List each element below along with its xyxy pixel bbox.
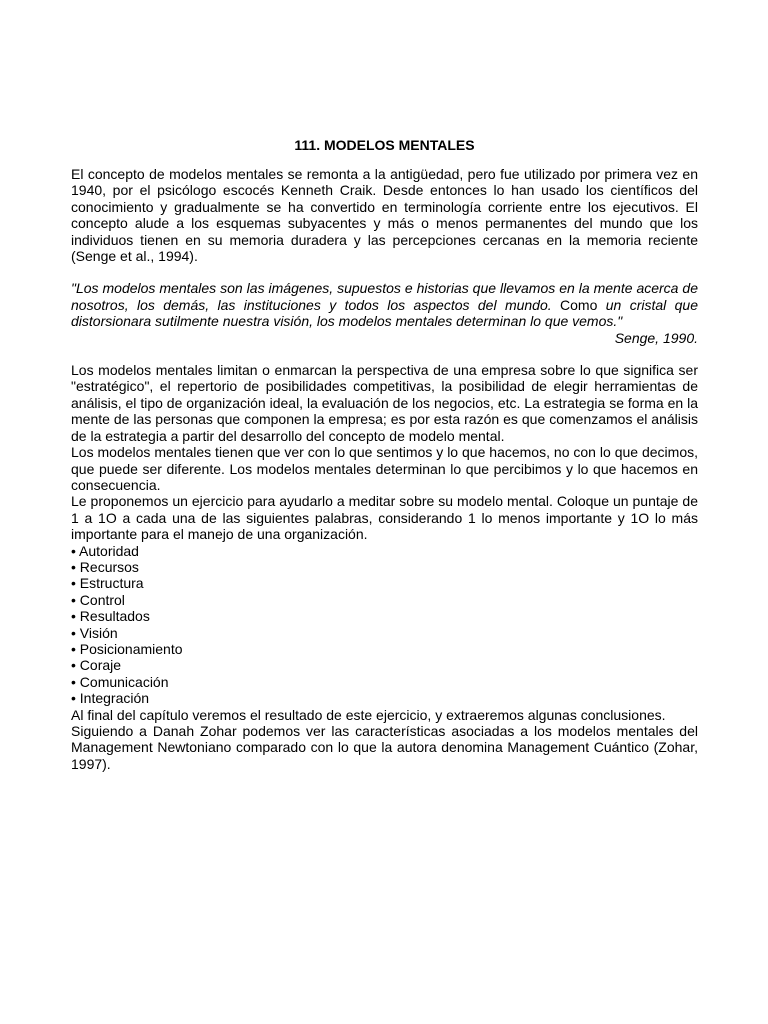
quote-text-part1: "Los modelos mentales son las imágenes, supuestos e historias que llevamos en la mente acerca de nosotros, los demás, las instituciones y todos los aspectos del mundo. [71,280,698,313]
list-item: • Recursos [71,558,139,575]
bullet-list [71,543,698,707]
spacer [71,264,698,280]
list-item: • Coraje [71,657,122,674]
quote-text-part3: un cristal que distorsionara sutilmente nuestra visión, los modelos mentales determinan lo que vemos." [71,296,698,330]
list-item: • Visión [71,624,118,641]
page-title: 111. MODELOS MENTALES [294,137,475,153]
closing-paragraph: Siguiendo a Danah Zohar podemos ver las características asociadas a los modelos mentales del Management Newtoniano comparado con lo que la autora denomina Management Cuántico (Zohar, 1997). [71,723,698,772]
intro-paragraph: El concepto de modelos mentales se remonta a la antigüedad, pero fue utilizado por primera vez en 1940, por el psicólogo escocés Kenneth Craik. Desde entonces lo han usado los científicos del conocimiento y gradualmente se ha convertido en terminología corriente entre los ejecutivos. El concepto alude a los esquemas subyacentes y más o menos permanentes del mundo que los individuos tienen en su memoria duradera y las percepciones cercanas en la memoria reciente (Senge et al., 1994). [71,166,698,265]
body-paragraph: Los modelos mentales limitan o enmarcan la perspectiva de una empresa sobre lo que significa ser "estratégico", el repertorio de posibilidades competitivas, la posibilidad de elegir herramientas de análisis, el tipo de organización ideal, la evaluación de los negocios, etc. La estrategia se forma en la mente de las personas que componen la empresa; es por esta razón es que comenzamos el análisis de la estrategia a partir del desarrollo del concepto de modelo mental. [71,362,698,444]
list-item: • Integración [71,690,150,707]
spacer [71,346,698,362]
document-page [71,136,698,772]
quote-block [71,280,698,329]
list-item: • Resultados [71,608,150,625]
list-item: • Estructura [71,575,144,592]
list-item: • Posicionamiento [71,640,183,657]
list-item: • Comunicación [71,673,169,690]
body-paragraph: Los modelos mentales tienen que ver con lo que sentimos y lo que hacemos, no con lo que decimos, que puede ser diferente. Los modelos mentales determinan lo que percibimos y lo que hacemos en consecuencia. [71,444,698,493]
list-item: • Autoridad [71,542,139,559]
quote-citation: Senge, 1990. [614,329,698,346]
quote-text-part2: Como [551,296,606,313]
body-paragraph: Le proponemos un ejercicio para ayudarlo a meditar sobre su modelo mental. Coloque un puntaje de 1 a 1O a cada una de las siguientes palabras, considerando 1 lo menos importante y 1O lo más importante para el manejo de una organización. [71,493,698,543]
closing-paragraph: Al final del capítulo veremos el resultado de este ejercicio, y extraeremos algunas conclusiones. [71,706,666,723]
list-item: • Control [71,591,125,608]
